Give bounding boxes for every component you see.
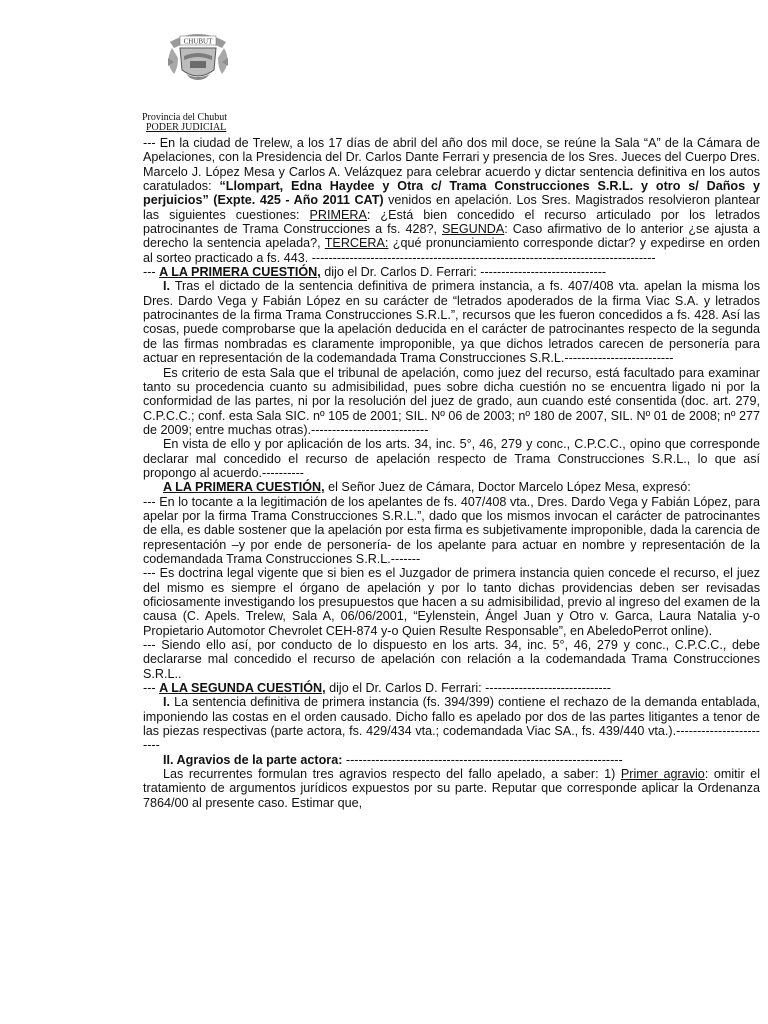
heading-first-question-ferrari: --- A LA PRIMERA CUESTIÓN, dijo el Dr. Carlos D. Ferrari: ------------------------------ bbox=[143, 265, 607, 280]
paragraph-ferrari-3: En vista de ello y por aplicación de los arts. 34, inc. 5°, 46, 279 y conc., C.P.C.C., opino que corresponde declarar mal concedido el recurso de apelación respecto de Trama Construcciones S.R.L., lo que así propongo al acuerdo.---------- bbox=[143, 437, 760, 480]
paragraph-grievances: Las recurrentes formulan tres agravios respecto del fallo apelado, a saber: 1) Primer agravio: omitir el tratamiento de argumentos jurídicos expuestos por su parte. Reputar que corresponde aplicar la Ordenanza 7864/00 al presente caso. Estimar que, bbox=[143, 767, 760, 810]
heading-first-question-lopez-mesa: A LA PRIMERA CUESTIÓN, el Señor Juez de Cámara, Doctor Marcelo López Mesa, expresó: bbox=[163, 480, 691, 495]
paragraph-lopez-mesa-1: --- En lo tocante a la legitimación de los apelantes de fs. 407/408 vta., Dres. Dardo Vega y Fabián López, para apelar por la firma Trama Construcciones S.R.L.”, dado que los mismos invocan el carácter de patrocinantes de ella, es dable sostener que la apelación por esta firma es subjetivamente improponible, dada la carencia de representación –y por ende de personería- de los apelante para actuar en nombre y representación de la codemandada Trama Construcciones S.R.L.------- bbox=[143, 494, 760, 566]
paragraph-ferrari-1: I. Tras el dictado de la sentencia definitiva de primera instancia, a fs. 407/408 vta. apelan la misma los Dres. Dardo Vega y Fabián López en su carácter de “letrados apoderados de la firma Viac S.A. y letrados patrocinantes de la firma Trama Construcciones S.R.L.”, recursos que les fueron concedidos a fs. 428. Así las cosas, puede comprobarse que la apelación deducida en el carácter de patrocinantes respecto de la segunda de las firmas nombradas es claramente improponible, ya que dichos letrados carecen de personería para actuar en representación de la codemandada Trama Construcciones S.R.L.-------------------------- bbox=[143, 279, 760, 366]
document-body bbox=[143, 136, 760, 810]
heading-actor-grievances: II. Agravios de la parte actora: ------------------------------------------------------------------ bbox=[163, 752, 623, 767]
judiciary-name: PODER JUDICIAL bbox=[146, 122, 227, 133]
paragraph-lopez-mesa-3: --- Siendo ello así, por conducto de lo dispuesto en los arts. 34, inc. 5°, 46, 279 y conc., C.P.C.C., debe declararse mal concedido el recurso de apelación con relación a la codemandada Trama Construcciones S.R.L.. bbox=[143, 638, 760, 681]
seal-text: CHUBUT bbox=[183, 37, 213, 46]
paragraph-second-1: I. La sentencia definitiva de primera instancia (fs. 394/399) contiene el rechazo de la demanda entablada, imponiendo las costas en el orden causado. Dicho fallo es apelado por dos de las partes litigantes a tenor de las piezas respectivas (parte actora, fs. 429/434 vta.; codemandada Viac SA., fs. 439/440 vta.).------------------------ bbox=[143, 695, 760, 753]
province-seal-icon bbox=[150, 28, 246, 84]
paragraph-intro: --- En la ciudad de Trelew, a los 17 días de abril del año dos mil doce, se reúne la Sala “A” de la Cámara de Apelaciones, con la Presidencia del Dr. Carlos Dante Ferrari y presencia de los Sres. Jueces del Cuerpo Dres. Marcelo J. López Mesa y Carlos A. Velázquez para celebrar acuerdo y dictar sentencia definitiva en los autos caratulados: “Llompart, Edna Haydee y Otra c/ Trama Construcciones S.R.L. y otro s/ Daños y perjuicios” (Expte. 425 - Año 2011 CAT) venidos en apelación. Los Sres. Magistrados resolvieron plantear las siguientes cuestiones: PRIMERA: ¿Está bien concedido el recurso articulado por los letrados patrocinantes de Trama Construcciones a fs. 428?, SEGUNDA: Caso afirmativo de lo anterior ¿se ajusta a derecho la sentencia apelada?, TERCERA: ¿qué pronunciamiento corresponde dictar? y expedirse en orden al sorteo practicado a fs. 443. ---------------------------------------------------------------------------------- bbox=[143, 136, 761, 265]
heading-second-question-ferrari: --- A LA SEGUNDA CUESTIÓN, dijo el Dr. Carlos D. Ferrari: ------------------------------ bbox=[143, 681, 611, 696]
province-name: Provincia del Chubut bbox=[142, 112, 227, 123]
paragraph-ferrari-2: Es criterio de esta Sala que el tribunal de apelación, como juez del recurso, está facultado para examinar tanto su procedencia cuanto su admisibilidad, pues sobre dicha cuestión no se encuentra ligado ni por la conformidad de las partes, ni por la resolución del juez de grado, aun cuando esté consentida (doc. art. 279, C.P.C.C.; conf. esta Sala SIC. nº 105 de 2001; SIL. Nº 06 de 2003; nº 180 de 2007, SIL. Nº 01 de 2008; nº 277 de 2009; entre muchas otras).---------------------------- bbox=[143, 365, 760, 437]
paragraph-lopez-mesa-2: --- Es doctrina legal vigente que si bien es el Juzgador de primera instancia quien concede el recurso, el juez del mismo es siempre el órgano de apelación y por lo tanto dichas providencias deben ser revisadas oficiosamente investigando los presupuestos que hacen a su admisibilidad, previo al ingreso del examen de la causa (C. Apels. Trelew, Sala A, 06/06/2001, “Eylenstein, Ángel Juan y Otro v. Garca, Laura Natalia y-o Propietario Automotor Chevrolet CEH-874 y-o Quien Resulte Responsable”, en AbeledoPerrot online). bbox=[143, 566, 760, 638]
